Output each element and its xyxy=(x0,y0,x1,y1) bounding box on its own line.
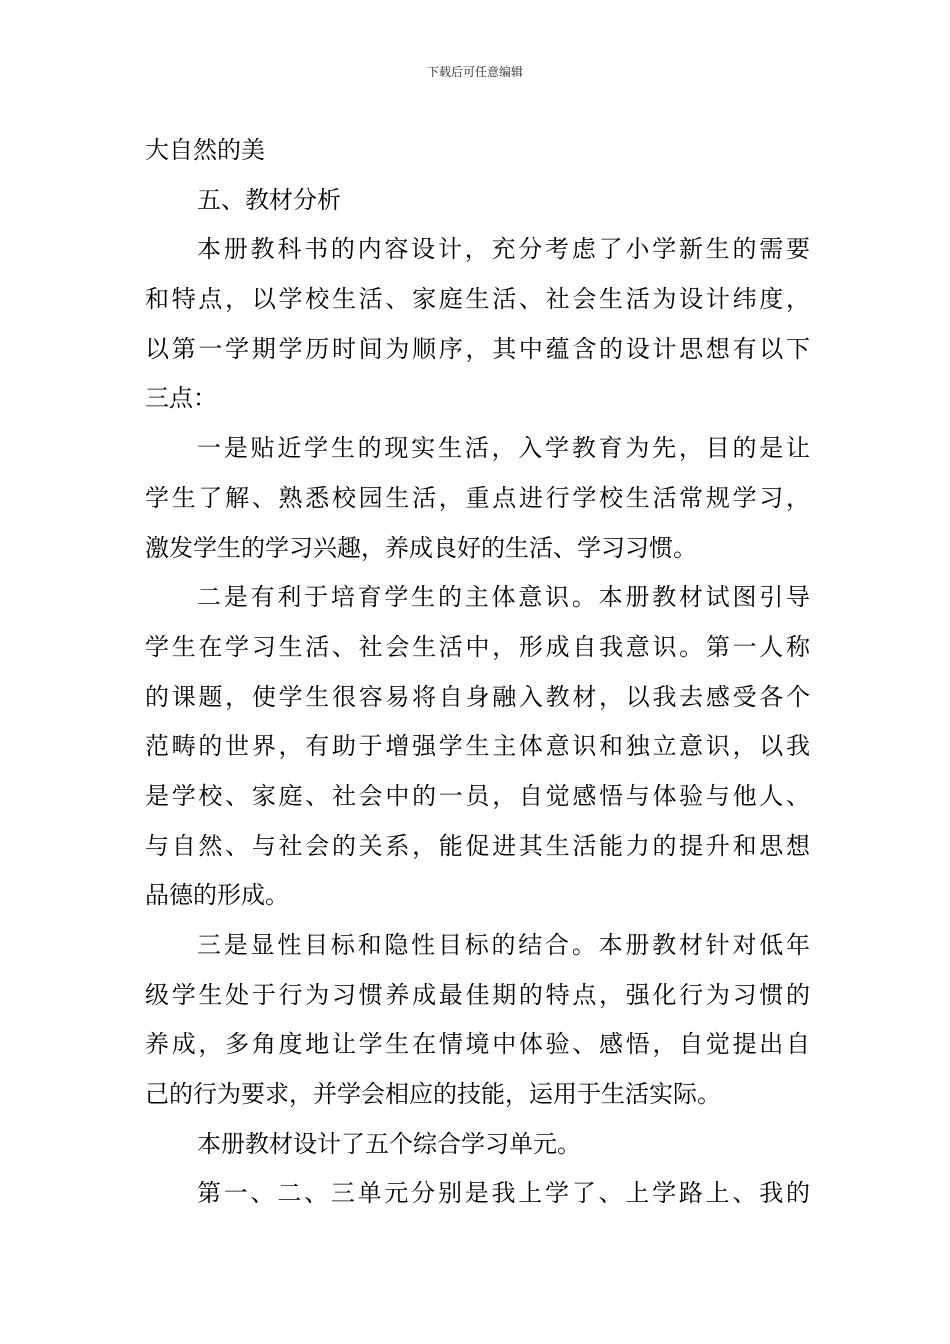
text-line: 以第一学期学历时间为顺序，其中蕴含的设计思想有以下 xyxy=(145,334,810,363)
body-text xyxy=(145,126,810,1219)
text-line: 学生了解、熟悉校园生活，重点进行学校生活常规学习， xyxy=(145,483,810,512)
text-line: 一是贴近学生的现实生活，入学教育为先，目的是让 xyxy=(197,434,810,463)
text-line: 三是显性目标和隐性目标的结合。本册教材针对低年 xyxy=(197,931,810,959)
text-line: 大自然的美 xyxy=(145,136,265,164)
text-line: 本册教科书的内容设计，充分考虑了小学新生的需要 xyxy=(197,235,810,264)
text-line: 本册教材设计了五个综合学习单元。 xyxy=(197,1129,581,1158)
text-line: 二是有利于培育学生的主体意识。本册教材试图引导 xyxy=(197,583,810,612)
text-line: 与自然、与社会的关系，能促进其生活能力的提升和思想 xyxy=(145,831,810,860)
text-line: 的课题，使学生很容易将自身融入教材，以我去感受各个 xyxy=(145,682,810,711)
text-line: 范畴的世界，有助于增强学生主体意识和独立意识，以我 xyxy=(145,732,810,761)
section-heading: 五、教材分析 xyxy=(197,185,341,214)
text-line: 级学生处于行为习惯养成最佳期的特点，强化行为习惯的 xyxy=(145,980,810,1009)
text-line: 品德的形成。 xyxy=(145,881,289,910)
text-line: 第一、二、三单元分别是我上学了、上学路上、我的 xyxy=(197,1179,810,1208)
text-line: 是学校、家庭、社会中的一员，自觉感悟与体验与他人、 xyxy=(145,781,810,810)
text-line: 三点： xyxy=(145,384,217,413)
text-line: 学生在学习生活、社会生活中，形成自我意识。第一人称 xyxy=(145,632,810,661)
text-line: 养成，多角度地让学生在情境中体验、感悟，自觉提出自 xyxy=(145,1030,810,1059)
text-line: 激发学生的学习兴趣，养成良好的生活、学习习惯。 xyxy=(145,533,697,562)
text-line: 己的行为要求，并学会相应的技能，运用于生活实际。 xyxy=(145,1080,721,1109)
page-header: 下载后可任意编辑 xyxy=(426,65,523,79)
text-line: 和特点，以学校生活、家庭生活、社会生活为设计纬度， xyxy=(145,285,810,314)
